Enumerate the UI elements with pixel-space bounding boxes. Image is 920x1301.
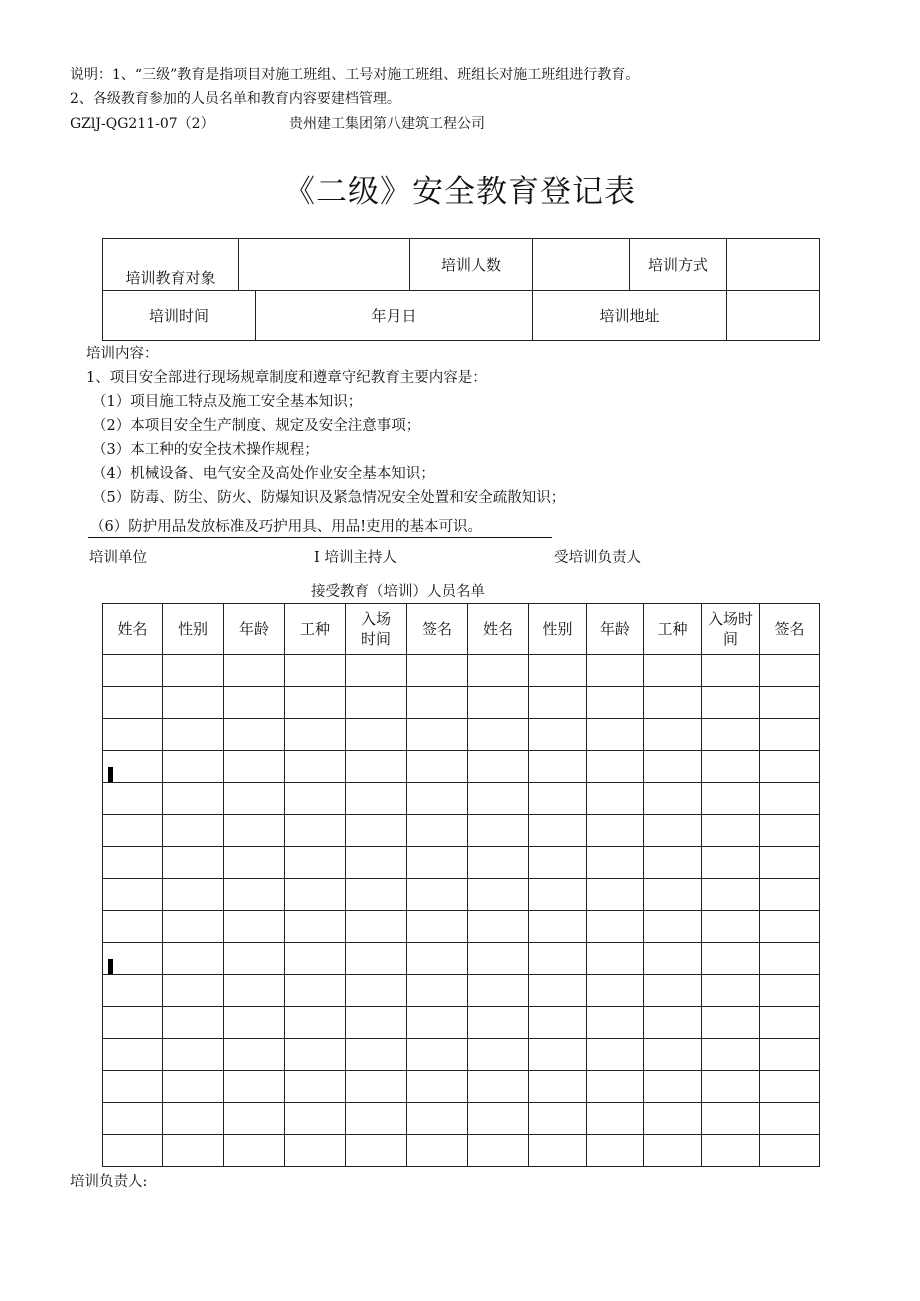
table-row	[103, 1039, 820, 1071]
training-info-table	[102, 238, 820, 341]
roster-cell[interactable]	[224, 847, 285, 879]
roster-cell[interactable]	[103, 1007, 163, 1039]
roster-cell[interactable]	[103, 975, 163, 1007]
roster-cell[interactable]	[163, 783, 224, 815]
roster-cell[interactable]	[529, 847, 587, 879]
roster-cell[interactable]	[702, 1071, 760, 1103]
roster-cell[interactable]	[702, 783, 760, 815]
roster-cell[interactable]	[346, 847, 407, 879]
table-row	[103, 719, 820, 751]
roster-cell[interactable]	[702, 751, 760, 783]
roster-cell[interactable]	[224, 783, 285, 815]
roster-cell[interactable]	[163, 815, 224, 847]
roster-cell[interactable]	[760, 1135, 820, 1167]
method-label: 培训方式	[630, 239, 727, 291]
roster-cell[interactable]	[529, 1103, 587, 1135]
roster-cell[interactable]	[163, 943, 224, 975]
roster-cell[interactable]	[760, 975, 820, 1007]
roster-cell[interactable]	[285, 1039, 346, 1071]
roster-cell[interactable]	[529, 815, 587, 847]
roster-cell[interactable]	[285, 655, 346, 687]
roster-cell[interactable]	[644, 751, 702, 783]
roster-cell[interactable]	[468, 975, 529, 1007]
roster-cell[interactable]	[644, 815, 702, 847]
roster-cell[interactable]	[702, 847, 760, 879]
roster-cell[interactable]	[103, 1071, 163, 1103]
scan-mark	[108, 767, 113, 782]
roster-header-row	[103, 604, 820, 655]
roster-cell[interactable]	[346, 1007, 407, 1039]
training-unit-label: 培训单位	[89, 550, 147, 566]
roster-cell[interactable]	[644, 1039, 702, 1071]
roster-cell[interactable]	[346, 1103, 407, 1135]
roster-cell[interactable]	[103, 847, 163, 879]
roster-cell[interactable]	[529, 1039, 587, 1071]
count-label: 培训人数	[410, 239, 533, 291]
roster-cell[interactable]	[224, 1135, 285, 1167]
roster-cell[interactable]	[346, 975, 407, 1007]
training-responsible-label: 培训负责人:	[70, 1174, 148, 1190]
roster-cell[interactable]	[407, 687, 468, 719]
roster-cell[interactable]	[103, 815, 163, 847]
roster-cell[interactable]	[760, 879, 820, 911]
roster-cell[interactable]	[346, 1039, 407, 1071]
roster-cell[interactable]	[760, 719, 820, 751]
content-underline	[88, 537, 552, 538]
roster-cell[interactable]	[285, 1007, 346, 1039]
roster-cell[interactable]	[644, 1071, 702, 1103]
col-trade: 工种	[285, 604, 346, 655]
table-row	[103, 911, 820, 943]
roster-cell[interactable]	[529, 911, 587, 943]
roster-cell[interactable]	[702, 719, 760, 751]
roster-cell[interactable]	[163, 1007, 224, 1039]
roster-cell[interactable]	[103, 719, 163, 751]
roster-cell[interactable]	[468, 751, 529, 783]
roster-cell[interactable]	[587, 815, 644, 847]
roster-cell[interactable]	[587, 911, 644, 943]
roster-cell[interactable]	[587, 655, 644, 687]
roster-cell[interactable]	[587, 719, 644, 751]
roster-cell[interactable]	[224, 879, 285, 911]
form-code: GZlJ-QG211-07（2）	[70, 116, 215, 132]
location-label: 培训地址	[533, 291, 727, 341]
roster-cell[interactable]	[644, 847, 702, 879]
col-signature: 签名	[407, 604, 468, 655]
roster-cell[interactable]	[529, 879, 587, 911]
table-row	[103, 655, 820, 687]
col-trade-2: 工种	[644, 604, 702, 655]
roster-cell[interactable]	[407, 879, 468, 911]
roster-cell[interactable]	[103, 783, 163, 815]
roster-cell[interactable]	[224, 1071, 285, 1103]
roster-cell[interactable]	[468, 911, 529, 943]
table-row	[103, 1103, 820, 1135]
roster-cell[interactable]	[468, 687, 529, 719]
roster-cell[interactable]	[587, 1135, 644, 1167]
table-row	[103, 975, 820, 1007]
roster-cell[interactable]	[224, 975, 285, 1007]
table-row	[103, 943, 820, 975]
roster-cell[interactable]	[285, 687, 346, 719]
training-host-label: I 培训主持人	[314, 550, 397, 566]
roster-cell[interactable]	[587, 975, 644, 1007]
content-intro: 1、项目安全部进行现场规章制度和遵章守纪教育主要内容是：	[86, 370, 487, 386]
roster-cell[interactable]	[285, 943, 346, 975]
roster-cell[interactable]	[346, 943, 407, 975]
roster-cell[interactable]	[644, 879, 702, 911]
roster-cell[interactable]	[163, 847, 224, 879]
content-item: （2）本项目安全生产制度、规定及安全注意事项；	[92, 418, 421, 434]
roster-cell[interactable]	[285, 911, 346, 943]
roster-cell[interactable]	[224, 655, 285, 687]
roster-cell[interactable]	[760, 1071, 820, 1103]
roster-cell[interactable]	[702, 911, 760, 943]
roster-cell[interactable]	[346, 815, 407, 847]
table-row	[103, 815, 820, 847]
table-row	[103, 1007, 820, 1039]
table-row	[103, 879, 820, 911]
page-title: 《二级》安全教育登记表	[284, 174, 636, 210]
roster-cell[interactable]	[407, 1007, 468, 1039]
roster-cell[interactable]	[163, 1135, 224, 1167]
note-line-2: 2、各级教育参加的人员名单和教育内容要建档管理。	[70, 91, 401, 107]
col-name: 姓名	[103, 604, 163, 655]
roster-cell[interactable]	[529, 751, 587, 783]
roster-cell[interactable]	[468, 847, 529, 879]
roster-cell[interactable]	[407, 655, 468, 687]
roster-cell[interactable]	[468, 1103, 529, 1135]
roster-cell[interactable]	[529, 1135, 587, 1167]
roster-cell[interactable]	[587, 751, 644, 783]
roster-cell[interactable]	[103, 879, 163, 911]
scan-mark	[108, 959, 113, 974]
content-item: （5）防毒、防尘、防火、防爆知识及紧急情况安全处置和安全疏散知识；	[92, 490, 566, 506]
roster-cell[interactable]	[407, 815, 468, 847]
roster-cell[interactable]	[587, 847, 644, 879]
roster-cell[interactable]	[702, 1135, 760, 1167]
roster-cell[interactable]	[529, 719, 587, 751]
roster-cell[interactable]	[702, 1039, 760, 1071]
roster-cell[interactable]	[529, 943, 587, 975]
roster-cell[interactable]	[468, 815, 529, 847]
roster-cell[interactable]	[587, 1103, 644, 1135]
company-name: 贵州建工集团第八建筑工程公司	[289, 116, 485, 132]
table-row	[103, 783, 820, 815]
roster-cell[interactable]	[407, 847, 468, 879]
roster-cell[interactable]	[760, 943, 820, 975]
method-value[interactable]	[727, 239, 820, 291]
roster-cell[interactable]	[702, 975, 760, 1007]
roster-cell[interactable]	[760, 1039, 820, 1071]
roster-cell[interactable]	[760, 911, 820, 943]
col-entry-time-2: 入场时 间	[702, 604, 760, 655]
roster-cell[interactable]	[407, 783, 468, 815]
roster-cell[interactable]	[587, 1071, 644, 1103]
roster-cell[interactable]	[468, 1135, 529, 1167]
roster-cell[interactable]	[529, 975, 587, 1007]
roster-cell[interactable]	[760, 687, 820, 719]
note-line-1: 说明：1、“三级”教育是指项目对施工班组、工号对施工班组、班组长对施工班组进行教育。	[70, 67, 640, 83]
roster-cell[interactable]	[346, 719, 407, 751]
roster-cell[interactable]	[103, 655, 163, 687]
roster-cell[interactable]	[163, 1071, 224, 1103]
roster-cell[interactable]	[702, 815, 760, 847]
col-signature-2: 签名	[760, 604, 820, 655]
table-row	[103, 1135, 820, 1167]
roster-cell[interactable]	[163, 1103, 224, 1135]
roster-cell[interactable]	[346, 655, 407, 687]
roster-cell[interactable]	[224, 1039, 285, 1071]
trainee-roster-table	[102, 603, 820, 1167]
roster-cell[interactable]	[346, 783, 407, 815]
roster-cell[interactable]	[702, 1103, 760, 1135]
roster-cell[interactable]	[103, 911, 163, 943]
roster-cell[interactable]	[468, 1007, 529, 1039]
roster-cell[interactable]	[644, 1103, 702, 1135]
roster-cell[interactable]	[587, 783, 644, 815]
roster-cell[interactable]	[644, 1135, 702, 1167]
roster-cell[interactable]	[224, 943, 285, 975]
roster-cell[interactable]	[468, 655, 529, 687]
table-row	[103, 751, 820, 783]
roster-cell[interactable]	[702, 655, 760, 687]
roster-cell[interactable]	[587, 1007, 644, 1039]
roster-title: 接受教育（培训）人员名单	[311, 584, 485, 600]
col-name-2: 姓名	[468, 604, 529, 655]
roster-body	[103, 655, 820, 1167]
roster-cell[interactable]	[407, 719, 468, 751]
roster-cell[interactable]	[285, 975, 346, 1007]
roster-cell[interactable]	[468, 1039, 529, 1071]
roster-cell[interactable]	[529, 1071, 587, 1103]
roster-cell[interactable]	[103, 687, 163, 719]
roster-cell[interactable]	[587, 1039, 644, 1071]
roster-cell[interactable]	[103, 1103, 163, 1135]
roster-cell[interactable]	[644, 911, 702, 943]
content-heading: 培训内容：	[86, 346, 159, 362]
location-value[interactable]	[727, 291, 820, 341]
roster-cell[interactable]	[103, 1135, 163, 1167]
col-gender: 性别	[163, 604, 224, 655]
roster-cell[interactable]	[702, 879, 760, 911]
roster-cell[interactable]	[285, 815, 346, 847]
roster-cell[interactable]	[346, 751, 407, 783]
roster-cell[interactable]	[760, 815, 820, 847]
time-label: 培训时间	[103, 291, 256, 341]
roster-cell[interactable]	[468, 879, 529, 911]
roster-cell[interactable]	[407, 1039, 468, 1071]
roster-cell[interactable]	[760, 655, 820, 687]
roster-cell[interactable]	[224, 815, 285, 847]
content-item: （1）项目施工特点及施工安全基本知识；	[92, 394, 363, 410]
target-value[interactable]	[239, 239, 410, 291]
roster-cell[interactable]	[163, 975, 224, 1007]
roster-cell[interactable]	[407, 943, 468, 975]
roster-cell[interactable]	[346, 911, 407, 943]
roster-cell[interactable]	[587, 687, 644, 719]
roster-cell[interactable]	[529, 655, 587, 687]
roster-cell[interactable]	[407, 751, 468, 783]
roster-cell[interactable]	[407, 1103, 468, 1135]
roster-cell[interactable]	[285, 719, 346, 751]
roster-cell[interactable]	[644, 943, 702, 975]
trainee-responsible-label: 受培训负责人	[554, 550, 641, 566]
roster-cell[interactable]	[760, 751, 820, 783]
roster-cell[interactable]	[468, 1071, 529, 1103]
roster-cell[interactable]	[407, 1135, 468, 1167]
roster-cell[interactable]	[346, 1135, 407, 1167]
col-gender-2: 性别	[529, 604, 587, 655]
roster-cell[interactable]	[285, 783, 346, 815]
roster-cell[interactable]	[468, 719, 529, 751]
roster-cell[interactable]	[224, 1007, 285, 1039]
roster-cell[interactable]	[163, 687, 224, 719]
roster-cell[interactable]	[407, 1071, 468, 1103]
time-value[interactable]: 年月日	[256, 291, 533, 341]
roster-cell[interactable]	[644, 1007, 702, 1039]
roster-cell[interactable]	[702, 1007, 760, 1039]
roster-cell[interactable]	[285, 1103, 346, 1135]
roster-cell[interactable]	[644, 719, 702, 751]
roster-cell[interactable]	[760, 1103, 820, 1135]
roster-cell[interactable]	[285, 1135, 346, 1167]
roster-cell[interactable]	[644, 687, 702, 719]
roster-cell[interactable]	[285, 847, 346, 879]
roster-cell[interactable]	[224, 751, 285, 783]
roster-cell[interactable]	[529, 783, 587, 815]
roster-cell[interactable]	[644, 655, 702, 687]
table-row	[103, 1071, 820, 1103]
target-label: 培训教育对象	[103, 239, 239, 291]
roster-cell[interactable]	[587, 879, 644, 911]
table-row	[103, 687, 820, 719]
content-item: （6）防护用品发放标准及巧护用具、用品!吏用的基本可识。	[90, 519, 483, 535]
roster-cell[interactable]	[346, 687, 407, 719]
roster-cell[interactable]	[760, 847, 820, 879]
roster-cell[interactable]	[346, 1071, 407, 1103]
roster-cell[interactable]	[644, 783, 702, 815]
roster-cell[interactable]	[346, 879, 407, 911]
roster-cell[interactable]	[163, 879, 224, 911]
roster-cell[interactable]	[529, 1007, 587, 1039]
roster-cell[interactable]	[760, 783, 820, 815]
roster-cell[interactable]	[468, 943, 529, 975]
content-item: （3）本工种的安全技术操作规程；	[92, 442, 319, 458]
roster-cell[interactable]	[163, 655, 224, 687]
roster-cell[interactable]	[702, 687, 760, 719]
col-age: 年龄	[224, 604, 285, 655]
roster-cell[interactable]	[468, 783, 529, 815]
roster-cell[interactable]	[163, 1039, 224, 1071]
roster-cell[interactable]	[224, 719, 285, 751]
roster-cell[interactable]	[285, 1071, 346, 1103]
roster-cell[interactable]	[587, 943, 644, 975]
roster-cell[interactable]	[702, 943, 760, 975]
content-item: （4）机械设备、电气安全及高处作业安全基本知识；	[92, 466, 435, 482]
roster-cell[interactable]	[163, 719, 224, 751]
roster-cell[interactable]	[407, 911, 468, 943]
table-row	[103, 847, 820, 879]
roster-cell[interactable]	[285, 879, 346, 911]
col-age-2: 年龄	[587, 604, 644, 655]
roster-cell[interactable]	[163, 751, 224, 783]
roster-cell[interactable]	[407, 975, 468, 1007]
roster-cell[interactable]	[644, 975, 702, 1007]
count-value[interactable]	[533, 239, 630, 291]
roster-cell[interactable]	[760, 1007, 820, 1039]
col-entry-time: 入场 时间	[346, 604, 407, 655]
roster-cell[interactable]	[285, 751, 346, 783]
roster-cell[interactable]	[163, 911, 224, 943]
roster-cell[interactable]	[224, 687, 285, 719]
roster-cell[interactable]	[224, 911, 285, 943]
roster-cell[interactable]	[529, 687, 587, 719]
roster-cell[interactable]	[103, 1039, 163, 1071]
roster-cell[interactable]	[224, 1103, 285, 1135]
